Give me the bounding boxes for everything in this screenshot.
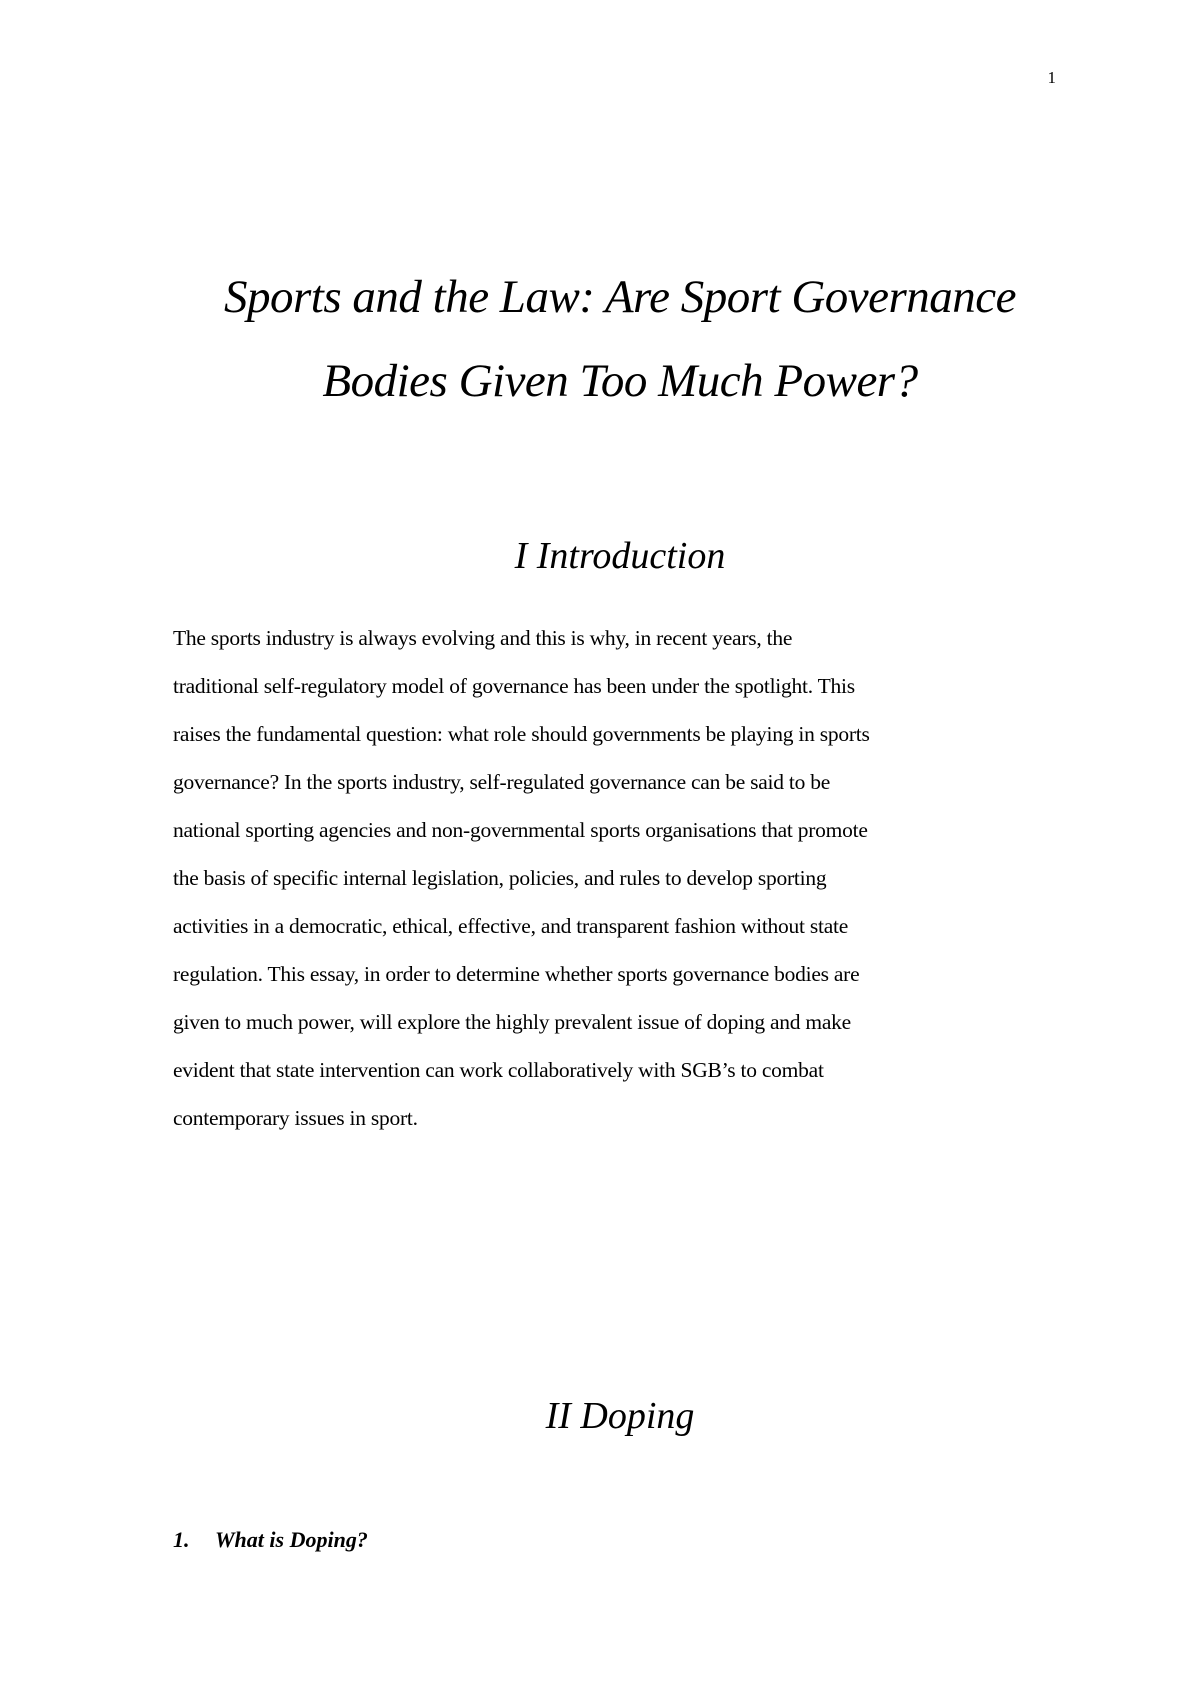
paragraph-line: governance? In the sports industry, self-regulated governance can be said to be [173,770,831,794]
paragraph-line: given to much power, will explore the highly prevalent issue of doping and make [173,1010,851,1034]
title-line-2: Bodies Given Too Much Power? [322,355,918,407]
paragraph-line: national sporting agencies and non-governmental sports organisations that promote [173,818,868,842]
document-title [150,255,1090,423]
paragraph-line: regulation. This essay, in order to determine whether sports governance bodies are [173,962,860,986]
paragraph-line: the basis of specific internal legislation, policies, and rules to develop sporting [173,866,827,890]
subheading-text: What is Doping? [215,1527,368,1552]
introduction-paragraph [173,614,1063,1142]
paragraph-line: The sports industry is always evolving and this is why, in recent years, the [173,626,793,650]
paragraph-line: traditional self-regulatory model of governance has been under the spotlight. This [173,674,855,698]
introduction-heading: I Introduction [514,535,726,577]
paragraph-line: evident that state intervention can work collaboratively with SGB’s to combat [173,1058,824,1082]
paragraph-line: raises the fundamental question: what role should governments be playing in sports [173,722,870,746]
subheading-number: 1. [173,1527,190,1552]
paragraph-line: contemporary issues in sport. [173,1106,418,1130]
what-is-doping-subheading [173,1524,368,1556]
paragraph-line: activities in a democratic, ethical, effective, and transparent fashion without state [173,914,849,938]
title-line-1: Sports and the Law: Are Sport Governance [224,271,1016,323]
doping-heading: II Doping [545,1395,695,1437]
page-number: 1 [1047,68,1056,87]
